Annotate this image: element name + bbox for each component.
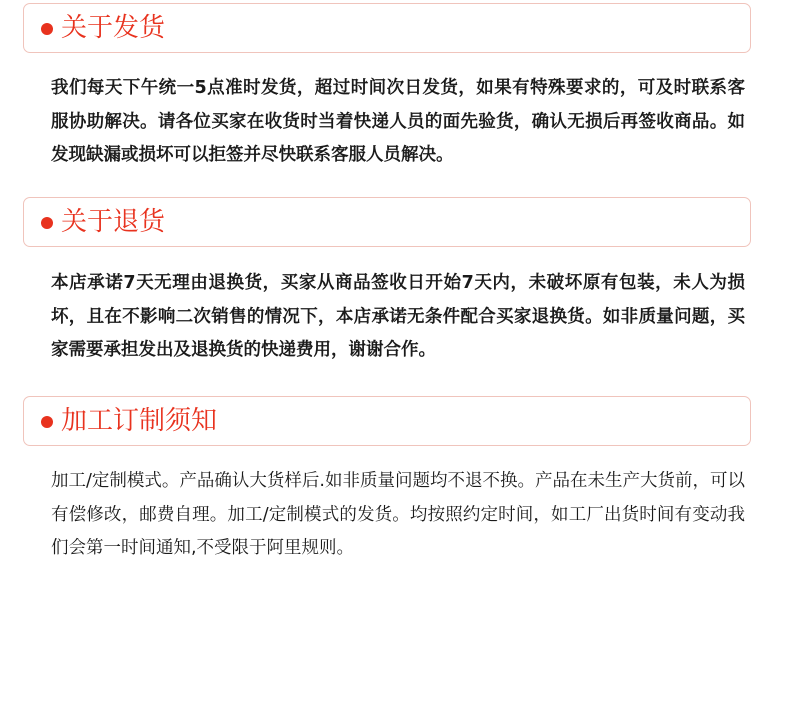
section-body-customization: 加工/定制模式。产品确认大货样后.如非质量问题均不退不换。产品在未生产大货前，可以有偿修改，邮费自理。加工/定制模式的发货。均按照约定时间，如工厂出货时间有变动我们会第一时间通知,不受限于阿里规则。 [51,471,745,558]
bullet-dot-icon [41,23,53,35]
section-header-returns [23,197,751,247]
section-body-shipping: 我们每天下午统一5点准时发货，超过时间次日发货，如果有特殊要求的，可及时联系客服协助解决。请各位买家在收货时当着快递人员的面先验货，确认无损后再签收商品。如发现缺漏或损坏可以拒签并尽快联系客服人员解决。 [51,78,745,165]
section-header-customization [23,396,751,446]
bullet-dot-icon [41,217,53,229]
section-title-shipping: 关于发货 [61,13,166,43]
bullet-dot-icon [41,416,53,428]
section-title-returns: 关于退货 [61,207,166,237]
section-header-shipping [23,3,751,53]
section-body-returns: 本店承诺7天无理由退换货，买家从商品签收日开始7天内，未破坏原有包装，未人为损坏，且在不影响二次销售的情况下，本店承诺无条件配合买家退换货。如非质量问题，买家需要承担发出及退换货的快递费用，谢谢合作。 [51,273,745,360]
section-title-customization: 加工订制须知 [61,406,218,436]
